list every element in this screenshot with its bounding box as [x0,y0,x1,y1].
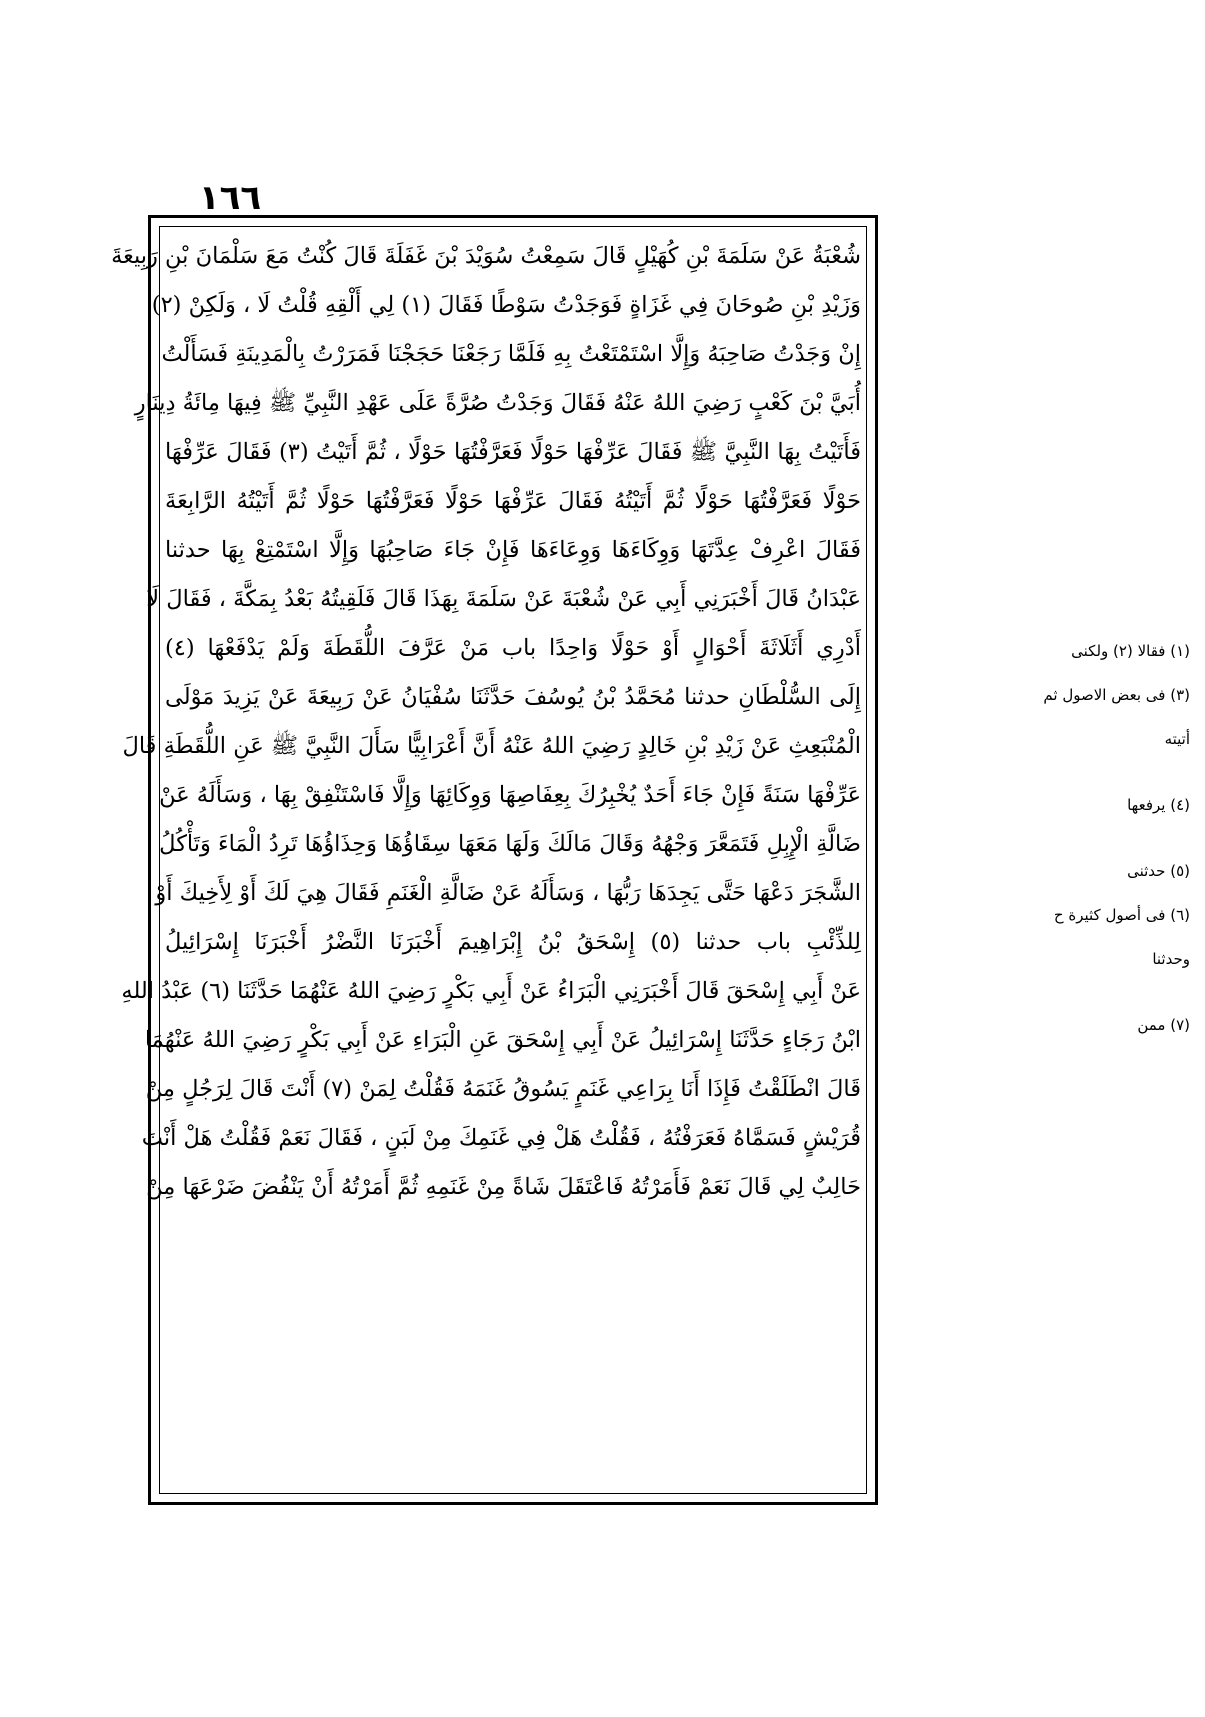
text-line-5: فَأَتَيْتُ بِهَا النَّبِيَّ ﷺ فَقَالَ عَرِّفْهَا حَوْلًا فَعَرَّفْتُهَا حَوْلًا ، ثُمَّ أَتَيْتُ (٣) فَقَالَ عَرِّفْهَا [165,439,861,465]
text-line-15: لِلذِّئْبِ باب حدثنا (٥) إِسْحَقُ بْنُ إِبْرَاهِيمَ أَخْبَرَنَا النَّضْرُ أَخْبَرَنَا إِسْرَائِيلُ [165,929,861,955]
text-line-1: شُعْبَةُ عَنْ سَلَمَةَ بْنِ كُهَيْلٍ قَالَ سَمِعْتُ سُوَيْدَ بْنَ غَفَلَةَ قَالَ كُنْتُ مَعَ سَلْمَانَ بْنِ رَبِيعَةَ [111,243,861,269]
margin-note: (٥) حدثنى [1127,862,1190,880]
page-number: ١٦٦ [198,178,262,218]
text-line-7: فَقَالَ اعْرِفْ عِدَّتَهَا وَوِكَاءَهَا وَوِعَاءَهَا فَإِنْ جَاءَ صَاحِبُهَا وَإِلَّا اسْتَمْتِعْ بِهَا حدثنا [165,537,861,563]
margin-note: (٤) يرفعها [1127,796,1190,814]
text-line-3: إِنْ وَجَدْتُ صَاحِبَهُ وَإِلَّا اسْتَمْتَعْتُ بِهِ فَلَمَّا رَجَعْنَا حَجَجْنَا فَمَرَرْتُ بِالْمَدِينَةِ فَسَأَلْتُ [161,341,861,367]
text-line-13: ضَالَّةِ الْإِبِلِ فَتَمَعَّرَ وَجْهُهُ وَقَالَ مَالَكَ وَلَهَا مَعَهَا سِقَاؤُهَا وَحِذَاؤُهَا تَرِدُ الْمَاءَ وَتَأْكُلُ [159,831,861,857]
margin-note: (٣) فى بعض الاصول ثم [1043,686,1190,704]
text-line-9: أَدْرِي أَثَلَاثَةَ أَحْوَالٍ أَوْ حَوْلًا وَاحِدًا باب مَنْ عَرَّفَ اللُّقَطَةَ وَلَمْ يَدْفَعْهَا (٤) [165,635,861,661]
text-line-4: أُبَيَّ بْنَ كَعْبٍ رَضِيَ اللهُ عَنْهُ فَقَالَ وَجَدْتُ صُرَّةً عَلَى عَهْدِ النَّبِيِّ ﷺ فِيهَا مِائَةُ دِينَارٍ [134,390,861,416]
margin-note: (٧) ممن [1137,1016,1190,1034]
text-line-16: عَنْ أَبِي إِسْحَقَ قَالَ أَخْبَرَنِي الْبَرَاءُ عَنْ أَبِي بَكْرٍ رَضِيَ اللهُ عَنْهُمَا حَدَّثَنَا (٦) عَبْدُ اللهِ [121,978,861,1004]
text-line-2: وَزَيْدِ بْنِ صُوحَانَ فِي غَزَاةٍ فَوَجَدْتُ سَوْطًا فَقَالَ (١) لِي أَلْقِهِ قُلْتُ لَا ، وَلَكِنْ (٢) [151,292,861,318]
text-line-20: حَالِبٌ لِي قَالَ نَعَمْ فَأَمَرْتُهُ فَاعْتَقَلَ شَاةً مِنْ غَنَمِهِ ثُمَّ أَمَرْتُهُ أَنْ يَنْفُضَ ضَرْعَهَا مِنْ [146,1174,861,1200]
text-line-18: قَالَ انْطَلَقْتُ فَإِذَا أَنَا بِرَاعِي غَنَمٍ يَسُوقُ غَنَمَهُ فَقُلْتُ لِمَنْ (٧) أَنْتَ قَالَ لِرَجُلٍ مِنْ [145,1076,861,1102]
text-line-10: إِلَى السُّلْطَانِ حدثنا مُحَمَّدُ بْنُ يُوسُفَ حَدَّثَنَا سُفْيَانُ عَنْ رَبِيعَةَ عَنْ يَزِيدَ مَوْلَى [165,684,861,710]
text-frame [111,215,878,1505]
text-line-11: الْمُنْبَعِثِ عَنْ زَيْدِ بْنِ خَالِدٍ رَضِيَ اللهُ عَنْهُ أَنَّ أَعْرَابِيًّا سَأَلَ النَّبِيَّ ﷺ عَنِ اللُّقَطَةِ قَالَ [122,733,861,759]
text-line-14: الشَّجَرَ دَعْهَا حَتَّى يَجِدَهَا رَبُّهَا ، وَسَأَلَهُ عَنْ ضَالَّةِ الْغَنَمِ فَقَالَ هِيَ لَكَ أَوْ لِأَخِيكَ أَوْ [155,880,861,906]
margin-notes [1000,640,1190,1058]
text-line-6: حَوْلًا فَعَرَّفْتُهَا حَوْلًا ثُمَّ أَتَيْتُهُ فَقَالَ عَرِّفْهَا حَوْلًا فَعَرَّفْتُهَا حَوْلًا ثُمَّ أَتَيْتُهُ الرَّابِعَةَ [165,488,861,514]
margin-note: (١) فقالا (٢) ولكنى [1071,642,1190,660]
text-line-17: ابْنُ رَجَاءٍ حَدَّثَنَا إِسْرَائِيلُ عَنْ أَبِي إِسْحَقَ عَنِ الْبَرَاءِ عَنْ أَبِي بَكْرٍ رَضِيَ اللهُ عَنْهُمَا [144,1027,861,1053]
margin-note: وحدثنا [1152,950,1190,968]
text-line-12: عَرِّفْهَا سَنَةً فَإِنْ جَاءَ أَحَدٌ يُخْبِرُكَ بِعِفَاصِهَا وَوِكَائِهَا وَإِلَّا فَاسْتَنْفِقْ بِهَا ، وَسَأَلَهُ عَنْ [159,782,861,808]
text-line-19: قُرَيْشٍ فَسَمَّاهُ فَعَرَفْتُهُ ، فَقُلْتُ هَلْ فِي غَنَمِكَ مِنْ لَبَنٍ ، فَقَالَ نَعَمْ فَقُلْتُ هَلْ أَنْتَ [141,1125,861,1151]
main-text-block [111,232,861,1488]
margin-note: أتيته [1164,730,1190,748]
text-line-8: عَبْدَانُ قَالَ أَخْبَرَنِي أَبِي عَنْ شُعْبَةَ عَنْ سَلَمَةَ بِهَذَا قَالَ فَلَقِيتُهُ بَعْدُ بِمَكَّةَ ، فَقَالَ لَا [146,586,861,612]
margin-note: (٦) فى أصول كثيرة ح [1053,906,1190,924]
